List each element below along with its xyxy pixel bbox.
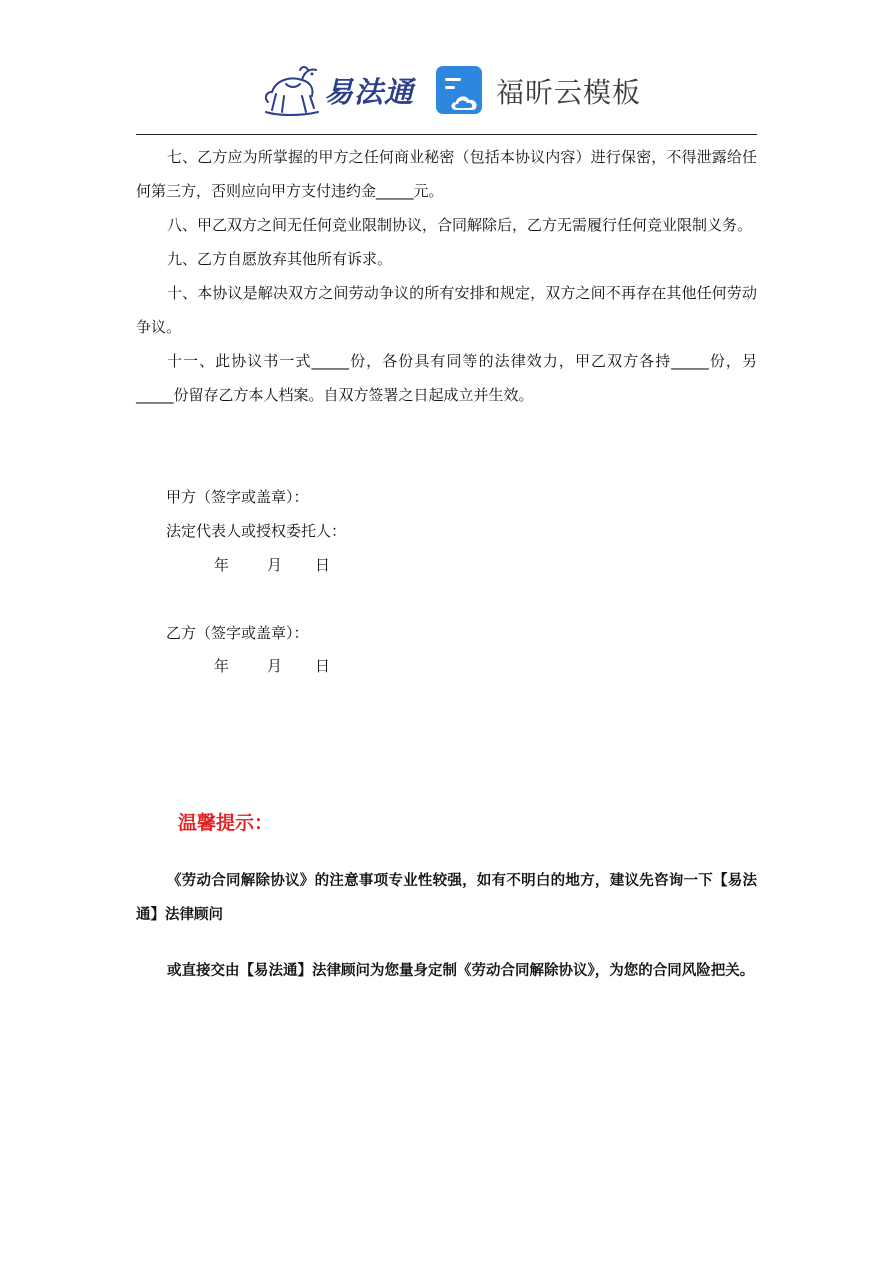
clause-9: 九、乙方自愿放弃其他所有诉求。 xyxy=(167,250,393,268)
party-b-date xyxy=(214,649,330,683)
header-divider xyxy=(136,134,757,135)
clause-10: 十、本协议是解决双方之间劳动争议的所有安排和规定，双方之间不再存在其他任何劳动争议。 xyxy=(136,284,757,336)
yifatong-logo xyxy=(262,62,414,118)
party-a-signature: 甲方（签字或盖章）： xyxy=(166,488,309,506)
tips-line-2 xyxy=(136,954,757,988)
clause-11: 十一、此协议书一式_____份，各份具有同等的法律效力，甲乙双方各持_____份，另_____份留存乙方本人档案。自双方签署之日起成立并生效。 xyxy=(136,352,757,404)
tips-title: 温馨提示： xyxy=(178,812,274,834)
party-a-date xyxy=(214,548,330,582)
logo2-text: 福昕云模板 xyxy=(496,76,642,109)
fuxin-logo xyxy=(436,66,641,116)
day-label: 日 xyxy=(315,556,331,574)
month-label: 月 xyxy=(267,657,283,675)
qilin-icon xyxy=(262,62,322,118)
day-label: 日 xyxy=(315,657,331,675)
year-label: 年 xyxy=(214,556,230,574)
tips-paragraph-1: 《劳动合同解除协议》的注意事项专业性较强，如有不明白的地方，建议先咨询一下【易法通】法律顾问 xyxy=(136,872,757,923)
page-header xyxy=(0,58,893,128)
party-b-signature: 乙方（签字或盖章）： xyxy=(166,624,309,642)
representative-signature: 法定代表人或授权委托人： xyxy=(166,522,347,540)
clause-8: 八、甲乙双方之间无任何竞业限制协议，合同解除后，乙方无需履行任何竞业限制义务。 xyxy=(167,216,753,234)
agreement-clauses xyxy=(136,140,757,412)
logo1-text: 易法通 xyxy=(324,74,415,109)
year-label: 年 xyxy=(214,657,230,675)
tips-line-1 xyxy=(136,864,757,932)
clause-7: 七、乙方应为所掌握的甲方之任何商业秘密（包括本协议内容）进行保密，不得泄露给任何第三方，否则应向甲方支付违约金_____元。 xyxy=(136,148,757,200)
month-label: 月 xyxy=(267,556,283,574)
cloud-doc-icon xyxy=(436,66,486,116)
tips-paragraph-2: 或直接交由【易法通】法律顾问为您量身定制《劳动合同解除协议》，为您的合同风险把关。 xyxy=(167,962,755,979)
